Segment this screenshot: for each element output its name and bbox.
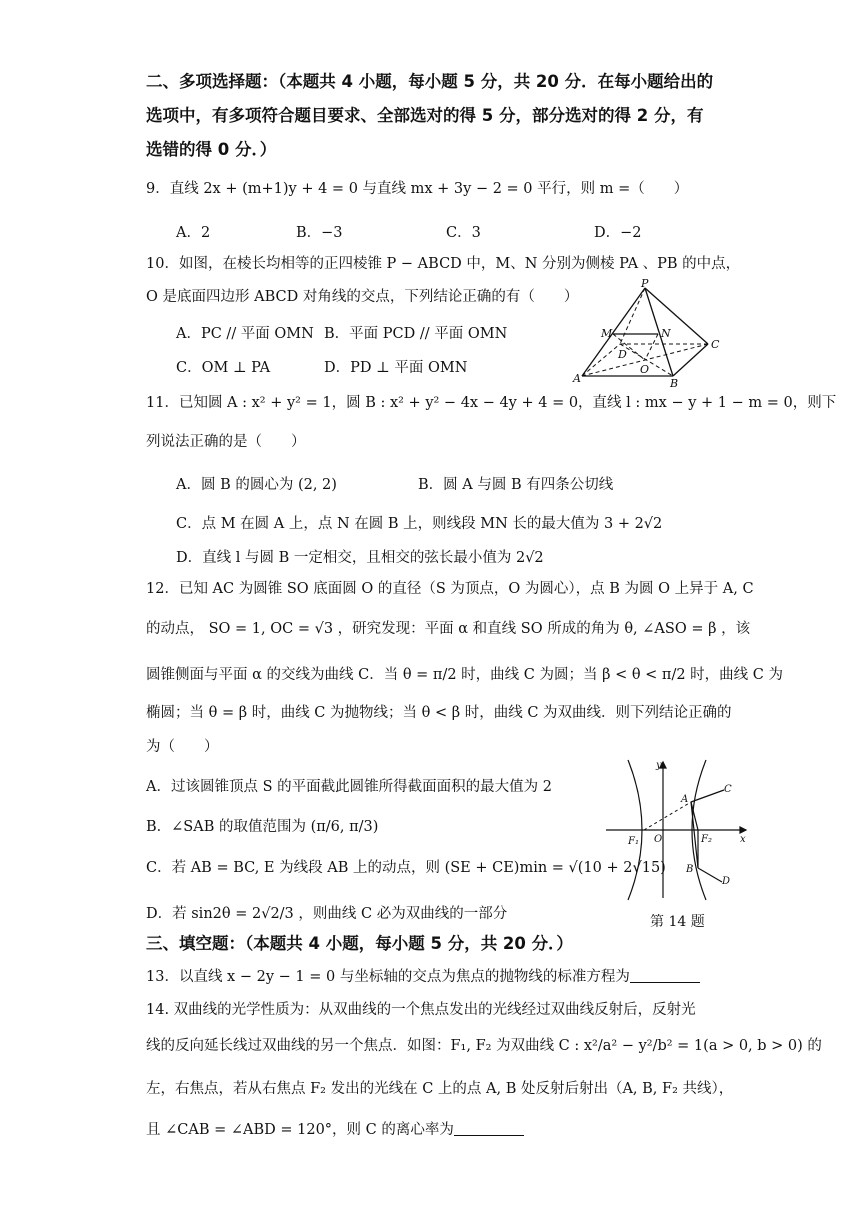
label-b: B (670, 377, 679, 390)
label-n: N (661, 327, 671, 340)
hyperbola-figure (606, 758, 756, 903)
label-c: C (724, 784, 732, 795)
q11-option-d: D．直线 l 与圆 B 一定相交，且相交的弦长最小值为 2√2 (176, 550, 544, 566)
q10-option-b: B．平面 PCD // 平面 OMN (324, 326, 508, 342)
q13-stem: 13．以直线 x − 2y − 1 = 0 与坐标轴的交点为焦点的抛物线的标准方程为 (146, 969, 630, 985)
q11-option-c: C．点 M 在圆 A 上，点 N 在圆 B 上，则线段 MN 长的最大值为 3 + 2√2 (176, 516, 663, 532)
q12-stem-line2: 的动点， SO = 1, OC = √3 ，研究发现：平面 α 和直线 SO 所成的角为 θ, ∠ASO = β ，该 (146, 621, 751, 637)
label-x: x (740, 834, 746, 845)
q12-option-c: C．若 AB = BC, E 为线段 AB 上的动点，则 (SE + CE)min = √(10 + 2√15) (146, 860, 666, 876)
label-o: O (640, 363, 650, 376)
q13-text (146, 968, 700, 986)
q14-stem-line4: 且 ∠CAB = ∠ABD = 120°，则 C 的离心率为 (146, 1122, 454, 1138)
pyramid-figure (570, 278, 720, 390)
q14-stem-line2: 线的反向延长线过双曲线的另一个焦点．如图：F₁, F₂ 为双曲线 C : x²/a² − y²/b² = 1(a > 0, b > 0) 的 (146, 1038, 822, 1054)
label-f2: F₂ (701, 834, 712, 845)
label-m: M (601, 327, 613, 340)
q9-option-b: B．−3 (296, 225, 343, 241)
label-f1: F₁ (628, 836, 639, 847)
edge-pa (582, 288, 645, 376)
q10-option-c: C．OM ⊥ PA (176, 360, 271, 376)
q12-stem-line3: 圆锥侧面与平面 α 的交线为曲线 C．当 θ = π/2 时，曲线 C 为圆；当 β < θ < π/2 时，曲线 C 为 (146, 667, 783, 683)
figure-caption: 第 14 题 (650, 914, 705, 930)
label-a: A (573, 372, 581, 385)
extension-dashed (644, 802, 691, 830)
q10-stem-line1: 10．如图，在棱长均相等的正四棱锥 P − ABCD 中，M、N 分别为侧棱 PA 、PB 的中点， (146, 256, 741, 272)
section2-title-line1: 二、多项选择题：（本题共 4 小题，每小题 5 分，共 20 分．在每小题给出的 (146, 72, 714, 91)
label-p: P (641, 278, 649, 290)
q9-stem: 9．直线 2x + (m+1)y + 4 = 0 与直线 mx + 3y − 2 = 0 平行，则 m =（ ） (146, 181, 689, 197)
q10-option-a: A．PC // 平面 OMN (176, 326, 314, 342)
q11-stem-line1: 11．已知圆 A : x² + y² = 1，圆 B : x² + y² − 4x − 4y + 4 = 0，直线 l : mx − y + 1 − m = 0，则下 (146, 395, 837, 411)
q10-option-d: D．PD ⊥ 平面 OMN (324, 360, 468, 376)
label-d: D (618, 348, 627, 361)
q12-stem-line5: 为（ ） (146, 739, 219, 755)
edge-bc (673, 344, 708, 376)
q12-option-d: D．若 sin2θ = 2√2/3 ，则曲线 C 必为双曲线的一部分 (146, 906, 508, 922)
q14-answer-blank (454, 1121, 524, 1136)
q14-stem-line3: 左，右焦点，若从右焦点 F₂ 发出的光线在 C 上的点 A, B 处反射后射出（A, B, F₂ 共线）， (146, 1081, 734, 1097)
q9-option-c: C．3 (446, 225, 481, 241)
q9-option-a: A．2 (176, 225, 211, 241)
q10-stem-line2: O 是底面四边形 ABCD 对角线的交点，下列结论正确的有（ ） (146, 289, 579, 305)
q14-stem-line1: 14. 双曲线的光学性质为：从双曲线的一个焦点发出的光线经过双曲线反射后，反射光 (146, 1002, 696, 1018)
q11-option-a: A．圆 B 的圆心为 (2, 2) (176, 477, 337, 493)
label-b: B (686, 864, 694, 875)
q12-stem-line1: 12．已知 AC 为圆锥 SO 底面圆 O 的直径（S 为顶点，O 为圆心），点 B 为圆 O 上异于 A, C (146, 581, 754, 597)
ray-bd (698, 868, 722, 882)
x-axis-arrow-icon (740, 827, 746, 833)
label-d: D (722, 876, 731, 887)
q12-option-b: B．∠SAB 的取值范围为 (π/6, π/3) (146, 819, 379, 835)
section2-title-line2: 选项中，有多项符合题目要求、全部选对的得 5 分，部分选对的得 2 分，有 (146, 106, 704, 125)
q9-option-d: D．−2 (594, 225, 642, 241)
edge-pd-hidden (620, 288, 645, 344)
q13-answer-blank (630, 968, 700, 983)
q11-option-b: B．圆 A 与圆 B 有四条公切线 (418, 477, 614, 493)
label-y: y (656, 760, 662, 771)
label-a: A (681, 794, 689, 805)
q12-stem-line4: 椭圆；当 θ = β 时，曲线 C 为抛物线；当 θ < β 时，曲线 C 为双曲线．则下列结论正确的 (146, 705, 732, 721)
label-c: C (711, 338, 720, 351)
section3-title: 三、填空题：（本题共 4 小题，每小题 5 分，共 20 分．） (146, 934, 573, 953)
segment-on-hidden (645, 334, 658, 360)
q12-option-a: A．过该圆锥顶点 S 的平面截此圆锥所得截面面积的最大值为 2 (146, 779, 552, 795)
label-o: O (654, 834, 663, 845)
q14-text-line4 (146, 1121, 524, 1139)
section2-title-line3: 选错的得 0 分．） (146, 140, 277, 159)
q11-stem-line2: 列说法正确的是（ ） (146, 434, 306, 450)
